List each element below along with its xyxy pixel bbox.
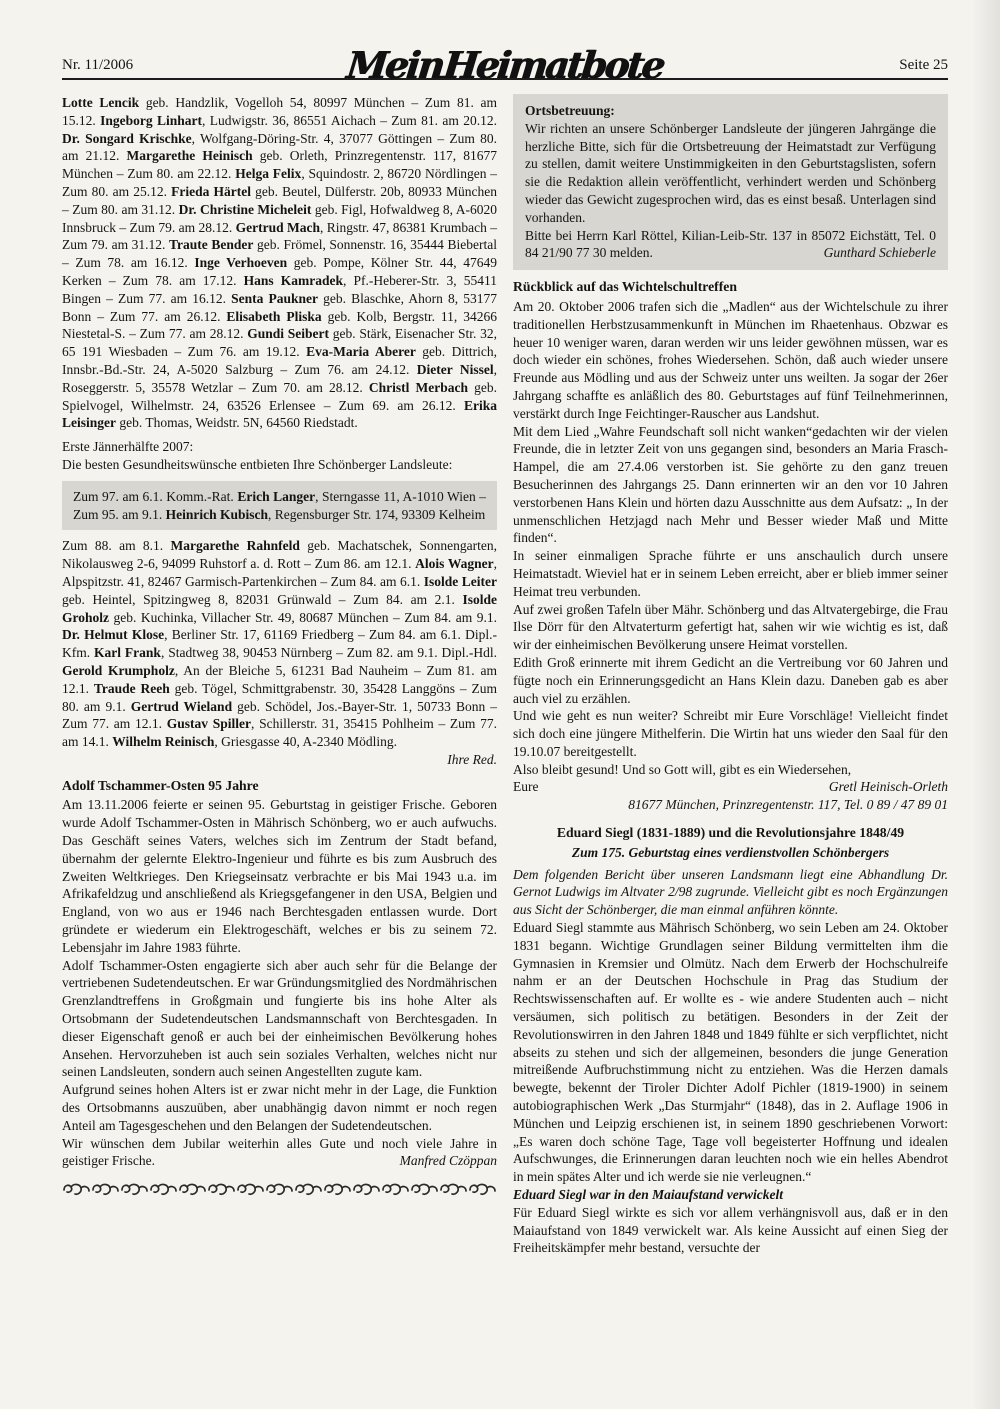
article-intro: Dem folgenden Bericht über unseren Landsmann liegt eine Abhandlung Dr. Gernot Ludwigs im Altvater 2/98 zugrunde. Vielleicht gibt es noch Ergänzungen aus Sicht der Schönberger, die man einmal anführen könnte.	[513, 866, 948, 918]
two-column-layout	[62, 94, 948, 1257]
article-paragraph: Eduard Siegl stammte aus Mährisch Schönberg, wo sein Leben am 24. Oktober 1831 begann. Wichtige Grundlagen seiner Bildung vermittelten ihm die Gymnasien in Kremsier und Olmütz. Nach dem Erwerb der Hochschulreife nahm er an der Deutschen Hochschule in Prag das Studium der Rechtswissenschaften auf. Er wollte es - wie andere Studenten auch – nicht versäumen, sich politisch zu betätigen. Besonders in der Zeit der Revolutionswirren in den Jahren 1848 und 1849 fühlte er sich verpflichtet, nicht abseits zu stehen und sich der allgemeinen, besonders die junge Generation mitreißende Aufbruchstimmung nicht zu entziehen. Was die Herzen damals bewegte, bekennt der Tiroler Dichter Adolf Pichler (1819-1900) in seinem autobiographischen Werk „Das Sturmjahr“ (1848), das in 2. Auflage 1906 in München und Leipzig erschienen ist, in seinem 1890 geschriebenen Vorwort: „Es waren doch schöne Tage, Tage voll begeisterter Hoffnung und idealen Aufschwunges, die Erinnerungen daran leuchten noch wie ein helles Abendrot in mein spätes Alter und ich werde sie nie verleugnen.“	[513, 920, 948, 1185]
box-title: Ortsbetreuung:	[525, 103, 615, 118]
article-paragraph: Am 20. Oktober 2006 trafen sich die „Madlen“ aus der Wichtelschule zu ihrer traditionellen Herbstzusammenkunft in München im Rhaetenhaus. Obzwar es heuer 10 weniger waren, daran werden wir uns leider gewöhnen müssen, war es doch wieder ein schönes, frohes Wiedersehen. Schön, daß auch wieder unsere Freunde aus Mödling und aus der Schweiz unter uns weilten. Ja sogar der 26er Jahrgang schaffte es anläßlich des 80. Geburtstages auf fünf Teilnehmerinnen, verstärkt durch Inge Feichtinger-Rauscher aus Landshut.	[513, 298, 948, 421]
section-subhead: Eduard Siegl war in den Maiaufstand verwickelt	[513, 1187, 784, 1203]
article-paragraph: Am 13.11.2006 feierte er seinen 95. Geburtstag in geistiger Frische. Geboren wurde Adolf Tschammer-Osten in Mährisch Schönberg, wo er auch aufwuchs. Das Geschäft seines Vaters, welches sich im Zentrum der Stadt befand, übernahm der gelernte Elektro-Ingenieur und führte es bis zum Ausbruch des Zweiten Weltkrieges. Den Kriegseinsatz verbrachte er bis Mai 1943 u.a. im Afrikafeldzug und anschließend als Kriegsgefangener in den USA, Belgien und England, von wo aus er 1946 nach Berchtesgaden entlassen wurde. Dort gründete er wiederum ein Elektrogeschäft, welches er bis zu seinem 72. Lebensjahr im Jahre 1983 führte.	[62, 797, 497, 955]
birthday-list-december: Lotte Lencik geb. Handzlik, Vogelloh 54, 80997 München – Zum 81. am 15.12. Ingeborg Linhart, Ludwigstr. 36, 86551 Aichach – Zum 81. am 20.12. Dr. Songard Krischke, Wolfgang-Döring-Str. 4, 37077 Göttingen – Zum 80. am 21.12. Margarethe Heinisch geb. Orleth, Prinzregentenstr. 117, 81677 München – Zum 80. am 22.12. Helga Felix, Squindostr. 2, 86720 Nördlingen – Zum 80. am 25.12. Frieda Härtel geb. Beutel, Dülferstr. 20b, 80933 München – Zum 80. am 31.12. Dr. Christine Micheleit geb. Figl, Hofwaldweg 8, A-6020 Innsbruck – Zum 79. am 28.12. Gertrud Mach, Ringstr. 47, 86381 Krumbach – Zum 79. am 31.12. Traute Bender geb. Frömel, Sonnenstr. 16, 35444 Biebertal – Zum 78. am 16.12. Inge Verhoeven geb. Pompe, Kölner Str. 44, 47649 Kerken – Zum 78. am 17.12. Hans Kamradek, Pf.-Heberer-Str. 3, 55411 Bingen – Zum 77. am 16.12. Senta Paukner geb. Blaschke, Ahorn 8, 53177 Bonn – Zum 77. am 26.12. Elisabeth Pliska geb. Kolb, Bergstr. 11, 34266 Niestetal-S. – Zum 77. am 28.12. Gundi Seibert geb. Stärk, Eisenacher Str. 32, 65 191 Wiesbaden – Zum 76. am 19.12. Eva-Maria Aberer geb. Dittrich, Innsbr.-Bd.-Str. 24, A-5020 Salzburg – Zum 76. am 24.12. Dieter Nissel, Roseggerstr. 5, 35578 Wetzlar – Zum 70. am 28.12. Christl Merbach geb. Spielvogel, Wilhelmstr. 24, 63526 Erlensee – Zum 69. am 26.12. Erika Leisinger geb. Thomas, Weidstr. 5N, 64560 Riedstadt.	[62, 95, 498, 431]
article-title: Adolf Tschammer-Osten 95 Jahre	[62, 777, 259, 793]
left-column	[62, 94, 497, 1257]
jan-intro: Die besten Gesundheitswünsche entbieten Ihre Schönberger Landsleute:	[62, 456, 453, 472]
page-content	[62, 36, 948, 1257]
article-tschammer	[62, 777, 497, 1171]
page-header	[62, 36, 948, 87]
ortsbetreuung-box	[513, 94, 948, 270]
issue-number: Nr. 11/2006	[62, 57, 134, 73]
article-title: Eduard Siegl (1831-1889) und die Revolutionsjahre 1848/49	[556, 825, 905, 841]
right-column	[513, 94, 948, 1257]
article-paragraph: In seiner einmaligen Sprache führte er uns anschaulich durch unsere Heimatstadt. Wieviel hat er in seinem Leben erreicht, aber er blieb immer seiner Heimat treu verbunden.	[513, 548, 948, 599]
author-address: 81677 München, Prinzregentenstr. 117, Tel. 0 89 / 47 89 01	[628, 797, 948, 813]
article-paragraph: Aufgrund seines hohen Alters ist er zwar nicht mehr in der Lage, die Funktion des Ortsobmanns auszuüben, aber unabhängig davon nimmt er noch regen Anteil am Tagesgeschehen und den Belangen der Sudetendeutschen.	[62, 1082, 497, 1133]
author-signature: Gretl Heinisch-Orleth	[828, 779, 948, 795]
eure-label: Eure	[513, 779, 539, 795]
birthday-list-january: Zum 88. am 8.1. Margarethe Rahnfeld geb. Machatschek, Sonnengarten, Nikolausweg 2-6, 94099 Ruhstorf a. d. Rott – Zum 86. am 12.1. Alois Wagner, Alpspitzstr. 41, 82467 Garmisch-Partenkirchen – Zum 84. am 6.1. Isolde Leiter geb. Heintel, Spitzingweg 8, 82031 Grünwald – Zum 84. am 2.1. Isolde Groholz geb. Kuchinka, Villacher Str. 49, 80687 München – Zum 84. am 9.1. Dr. Helmut Klose, Berliner Str. 17, 61169 Friedberg – Zum 84. am 6.1. Dipl.-Kfm. Karl Frank, Stadtweg 38, 90453 Nürnberg – Zum 82. am 9.1. Dipl.-Hdl. Gerold Krumpholz, An der Bleiche 5, 61231 Bad Nauheim – Zum 81. am 12.1. Traude Reeh geb. Tögel, Schmittgrabenstr. 30, 35428 Langgöns – Zum 80. am 9.1. Gertrud Wieland geb. Schödel, Jos.-Bayer-Str. 1, 50733 Bonn – Zum 77. am 12.1. Gustav Spiller, Schillerstr. 31, 35415 Pohlheim – Zum 77. am 14.1. Wilhelm Reinisch, Griesgasse 40, A-2340 Mödling.	[62, 538, 498, 750]
signature-row	[513, 778, 948, 796]
jan-highlight-box	[62, 481, 497, 531]
article-paragraph: Adolf Tschammer-Osten engagierte sich aber auch sehr für die Belange der vertriebenen Sudetendeutschen. Er war Gründungsmitglied des Nordmährischen Grenzlandtreffens in Großgmain und fungierte bis ins hohe Alter als Ortsobmann der Sudetendeutschen Landsmannschaft von Berchtesgaden. In dieser Eigenschaft genoß er auch bei der einheimischen Bevölkerung hohes Ansehen. Hervorzuheben ist auch sein soziales Verhalten, welches nicht nur seinen Landsleuten, sondern auch seinen Angestellten zugute kam.	[62, 957, 497, 1080]
box-paragraph: Wir richten an unsere Schönberger Landsleute der jüngeren Jahrgänge die herzliche Bitte, sich für die Ortsbetreuung der Heimatstadt zur Verfügung zu stellen, damit weitere Unstimmigkeiten in den Geburtstagslisten, sofern sie die Redaktion allein veröffentlicht, verhindert werden und Schönberg wieder das Gewicht zugesprochen wird, das es einst besaß. Unterlagen sind vorhanden.	[525, 120, 936, 225]
article-paragraph: Und wie geht es nun weiter? Schreibt mir Eure Vorschläge! Vielleicht findet sich doch eine jüngere Mithelferin. Die Wirtin hat uns wieder den Saal für den 19.10.07 bereitgestellt.	[513, 708, 948, 759]
box-contact: Bitte bei Herrn Karl Röttel, Kilian-Leib-Str. 137 in 85072 Eichstätt, Tel. 0 84 21/90 77 30 melden.	[525, 227, 936, 261]
article-paragraph: Für Eduard Siegl wirkte es sich vor allem verhängnisvoll aus, daß er in den Maiaufstand von 1849 verwickelt war. Als keine Aussicht auf einen Sieg der Freiheitskämpfer mehr bestand, versuchte der	[513, 1204, 948, 1256]
farewell-line: Also bleibt gesund! Und so Gott will, gibt es ein Wiedersehen,	[513, 761, 852, 777]
jan-half-heading: Erste Jännerhälfte 2007:	[62, 439, 194, 455]
article-paragraph: Auf zwei großen Tafeln über Mähr. Schönberg und das Altvatergebirge, die Frau Ilse Dörr für den Altvaterturm gefertigt hat, sahen wir wie wichtig es ist, daß wir der einheimischen Bevölkerung unsere Heimat vorstellen.	[513, 601, 948, 653]
jan-highlight-text: Zum 97. am 6.1. Komm.-Rat. Erich Langer, Sterngasse 11, A-1010 Wien – Zum 95. am 9.1. Heinrich Kubisch, Regensburger Str. 174, 93309 Kelheim	[73, 488, 487, 522]
article-siegl	[513, 824, 948, 1257]
closing-paragraph: Wir wünschen dem Jubilar weiterhin alles Gute und noch viele Jahre in geistiger Frische.	[62, 1135, 497, 1169]
scan-edge-shadow	[972, 0, 1000, 1409]
page-number: Seite 25	[899, 57, 948, 73]
article-paragraph: Mit dem Lied „Wahre Feundschaft soll nicht wanken“gedachten wir der vielen Freunde, die in letzter Zeit von uns gegangen sind, besonders an Maria Frasch-Hampel, die am 27.4.06 verstorben ist. Sie gehörte zu den ganz treuen Besucherinnen des Jahrgangs 25. Dann erinnerten wir an den vor 10 Jahren verstorbenen Hans Klein und hörten dazu Ausschnitte aus dem Aufsatz: „ In der unmenschlichen Hetzjagd nach Mehr und Besser wieder Maß und Mitte finden“.	[513, 423, 948, 546]
article-wichtelschultreffen	[513, 278, 948, 814]
editorial-signature: Ihre Red.	[447, 751, 497, 767]
ornament-divider	[62, 1182, 497, 1198]
author-signature: Manfred Czöppan	[399, 1153, 497, 1169]
article-paragraph: Edith Groß erinnerte mit ihrem Gedicht an die Vertreibung vor 60 Jahren und fügte noch ein Erinnerungsgedicht an Hans Klein dazu. Daneben gab es aber auch viel zu erzählen.	[513, 654, 948, 706]
masthead-logo: Mein Heimatbote	[344, 43, 666, 87]
article-subtitle: Zum 175. Geburtstag eines verdienstvollen Schönbergers	[571, 844, 890, 860]
box-signature: Gunthard Schieberle	[823, 245, 936, 261]
article-title: Rückblick auf das Wichtelschultreffen	[513, 279, 737, 295]
